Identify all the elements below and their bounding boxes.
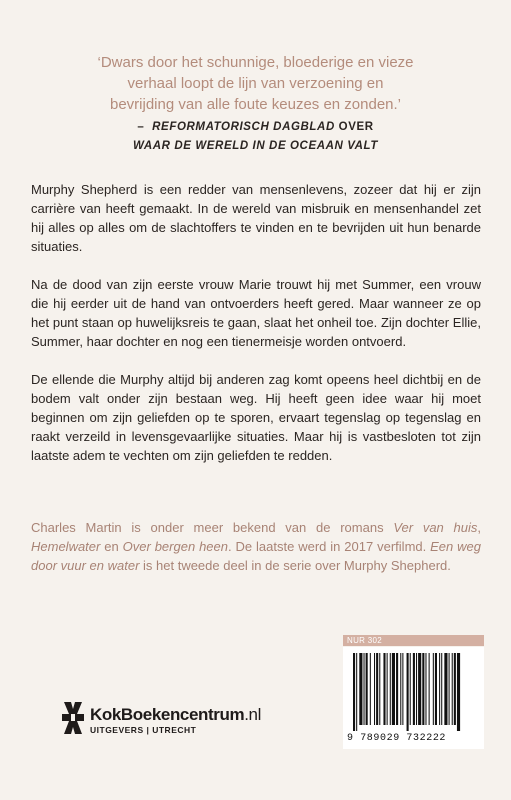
attribution-book-title: WAAR DE WERELD IN DE OCEAAN VALT: [133, 140, 378, 152]
barcode-bar: [366, 653, 368, 725]
author-bio: [31, 518, 481, 575]
publisher-logo: [60, 700, 320, 740]
barcode-bar: [379, 653, 380, 725]
book-title-ver-van-huis: Ver van huis: [393, 520, 478, 535]
publisher-name-main: KokBoekencentrum: [90, 705, 245, 724]
author-bio-text: is het tweede deel in de serie over Murphy Shepherd.: [139, 558, 451, 573]
book-title-een-weg-door-vuur: Een weg door vuur en water: [31, 539, 482, 573]
book-title-hemelwater: Hemelwater: [31, 539, 101, 554]
isbn-number: 9 789029 732222: [347, 733, 447, 744]
blurb-paragraph-1: Murphy Shepherd is een redder van mensenlevens, zozeer dat hij er zijn carrière van heeft gemaakt. In de wereld van misbruik en mensenhandel zet hij alles op alles om de slachtoffers te vinden en te bevrijden uit hun benarde situaties.: [31, 182, 481, 254]
barcode-bar: [356, 653, 357, 731]
attribution-over: OVER: [338, 121, 374, 133]
barcode-bar: [402, 653, 403, 725]
barcode-bars: [353, 653, 473, 731]
barcode-bar: [444, 653, 447, 725]
author-bio-text: . De laatste werd in 2017 verfilmd.: [228, 539, 431, 554]
barcode: [343, 647, 484, 749]
blurb-paragraph-3: De ellende die Murphy altijd bij anderen zag komt opeens heel dichtbij en de bodem valt onder zijn bestaan weg. Hij heeft geen idee waar hij moet beginnen om zijn geliefden op te sporen, ervaart tegenslag op tegenslag en raakt verzeild in levensgevaarlijke situaties. Maar hij is vastbesloten tot zijn laatste adem te vechten om zijn geliefden te redden.: [31, 372, 481, 463]
book-title-over-bergen-heen: Over bergen heen: [122, 539, 228, 554]
quote-line: verhaal loopt de lijn van verzoening en: [127, 75, 384, 92]
barcode-bar: [416, 653, 417, 725]
author-bio-text: ,: [477, 520, 482, 535]
barcode-bar: [407, 653, 409, 731]
barcode-bar: [457, 653, 460, 731]
blurb-paragraph-2: Na de dood van zijn eerste vrouw Marie trouwt hij met Summer, een vrouw die hij eerder uit de hand van ontvoerders heeft gered. Maar wanneer ze op het punt staan op huwelijksreis te gaan, slaat het onheil toe. Zijn dochter Ellie, Summer, haar dochter en nog een tienermeisje worden ontvoerd.: [31, 277, 481, 349]
barcode-bar: [425, 653, 426, 725]
barcode-bar: [452, 653, 453, 725]
barcode-bar: [396, 653, 398, 725]
quote-line: ‘Dwars door het schunnige, bloederige en vieze: [97, 54, 414, 71]
barcode-bar: [364, 653, 365, 725]
back-cover-quote: [40, 52, 471, 115]
barcode-bar: [429, 653, 430, 725]
barcode-bar: [441, 653, 442, 725]
barcode-bar: [376, 653, 378, 725]
barcode-bar: [435, 653, 437, 725]
barcode-bar: [422, 653, 424, 725]
attribution-source: REFORMATORISCH DAGBLAD: [152, 121, 335, 133]
barcode-bar: [392, 653, 395, 725]
barcode-bar: [353, 653, 355, 731]
quote-attribution: [40, 118, 471, 156]
barcode-bar: [359, 653, 362, 725]
barcode-bar: [410, 653, 411, 725]
author-bio-text: Charles Martin is onder meer bekend van de romans: [31, 520, 394, 535]
blurb: [31, 180, 481, 484]
barcode-bar: [374, 653, 375, 725]
barcode-bar: [383, 653, 385, 725]
barcode-bar: [449, 653, 450, 725]
quote-line: bevrijding van alle foute keuzes en zonden.’: [109, 96, 402, 113]
barcode-bar: [439, 653, 440, 725]
barcode-bar: [370, 653, 371, 725]
barcode-bar: [387, 653, 388, 725]
barcode-bar: [433, 653, 434, 725]
barcode-bar: [400, 653, 401, 725]
publisher-logo-icon: [60, 700, 86, 736]
publisher-name: [90, 705, 261, 725]
nur-code: NUR 302: [343, 635, 484, 646]
author-bio-text: en: [100, 539, 123, 554]
barcode-bar: [418, 653, 421, 725]
barcode-bar: [413, 653, 415, 725]
publisher-name-tld: .nl: [244, 705, 261, 724]
attribution-dash: –: [137, 121, 145, 133]
barcode-bar: [454, 653, 456, 725]
publisher-subtitle: UITGEVERS | UTRECHT: [90, 725, 197, 735]
barcode-bar: [390, 653, 391, 725]
